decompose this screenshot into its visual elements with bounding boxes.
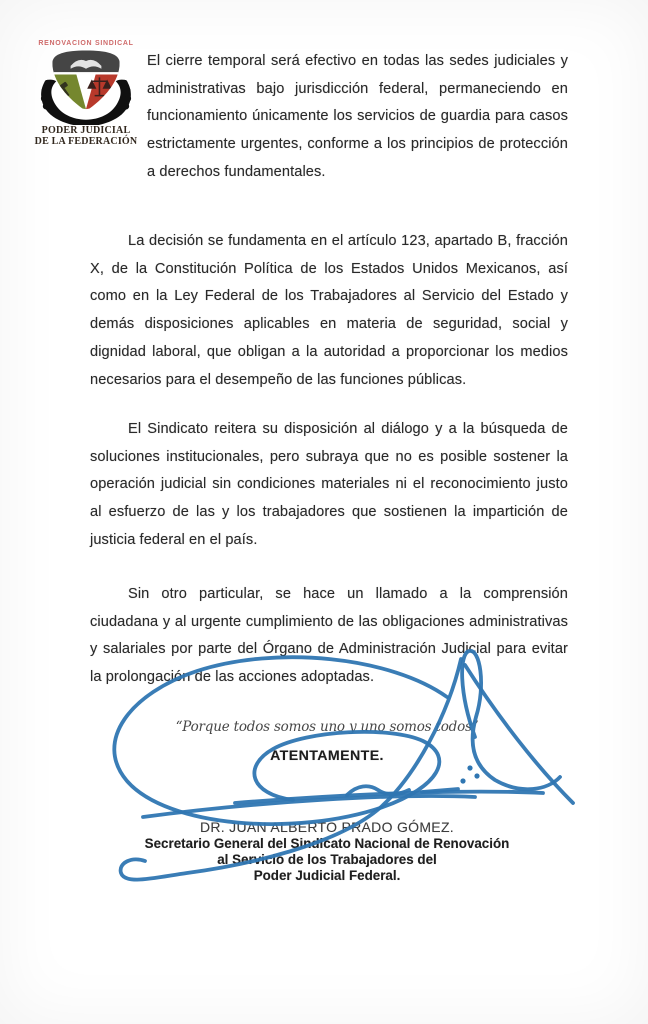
shield-sections <box>46 50 127 112</box>
logo-bottom-label <box>33 126 139 147</box>
logo-bottom-label-line1: PODER JUDICIAL <box>41 125 131 136</box>
handwritten-signature-ink <box>95 645 585 895</box>
signatory-title-line2: al Servicio de los Trabajadores del <box>217 851 437 867</box>
signatory-title-line3: Poder Judicial Federal. <box>253 867 401 883</box>
logo-top-label: RENOVACION SINDICAL <box>38 40 134 47</box>
union-shield-emblem <box>36 49 136 125</box>
logo-bottom-label-line2: DE LA FEDERACIÓN <box>34 135 138 147</box>
paragraph-1: El cierre temporal será efectivo en todas las sedes judiciales y administrativas bajo jurisdicción federal, permaneciendo en funcionamiento únicamente los servicios de guardia para casos estrictamente urgentes, conforme a los principios de protección a derechos fundamentales. <box>147 53 568 180</box>
paragraph-4: Sin otro particular, se hace un llamado a la comprensión ciudadana y al urgente cumplimiento de las obligaciones administrativas y salariales por parte del Órgano de Administración Judicial para evitar la prolongación de las acciones adoptadas. <box>90 586 568 686</box>
union-logo <box>33 40 139 147</box>
paragraph-2: La decisión se fundamenta en el artículo 123, apartado B, fracción X, de la Constitución Política de los Estados Unidos Mexicanos, así como en la Ley Federal de los Trabajadores al Servicio del Estado y demás disposiciones aplicables en materia de seguridad, social y dignidad laboral, que obligan a la autoridad a proporcionar los medios necesarios para el desempeño de las funciones públicas. <box>90 233 568 388</box>
paragraph-3: El Sindicato reitera su disposición al diálogo y a la búsqueda de soluciones institucionales, pero subraya que no es posible sostener la operación judicial sin condiciones materiales ni el reconocimiento justo al esfuerzo de las y los trabajadores que sostienen la impartición de justicia federal en el país. <box>90 421 568 548</box>
union-motto: “Porque todos somos uno y uno somos todos” <box>175 719 479 735</box>
salutation: ATENTAMENTE. <box>270 748 384 764</box>
signatory-name: DR. JUAN ALBERTO PRADO GÓMEZ. <box>199 819 454 835</box>
signatory-title-line1: Secretario General del Sindicato Nacional de Renovación <box>144 836 510 851</box>
